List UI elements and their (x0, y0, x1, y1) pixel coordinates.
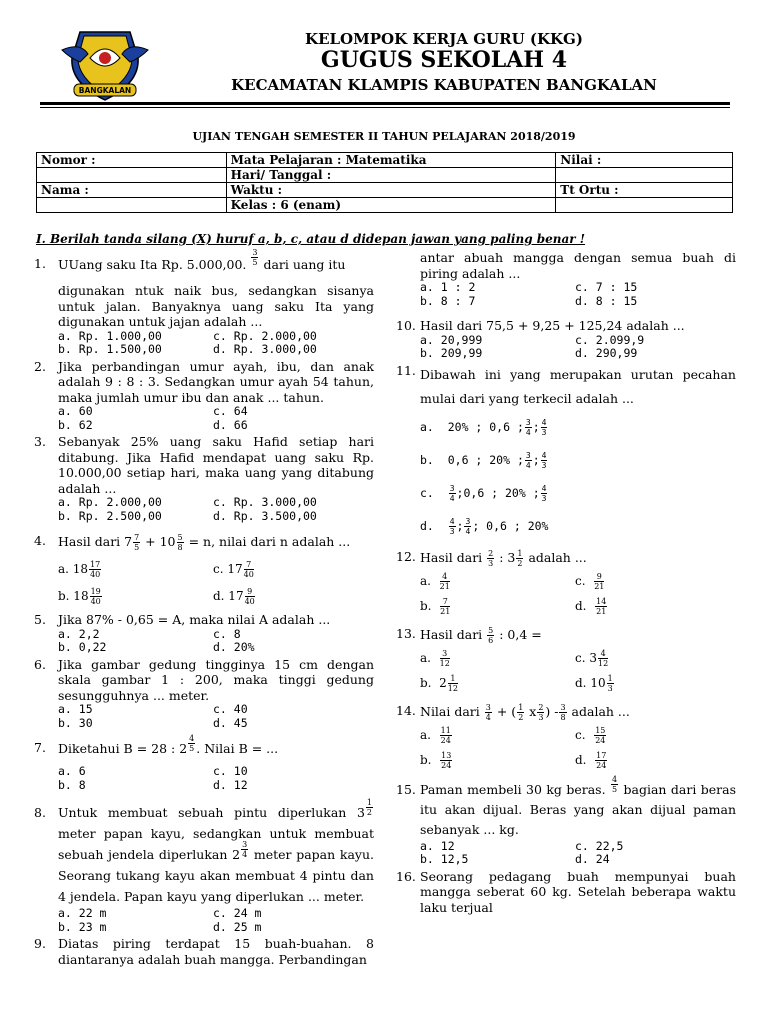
option-a[interactable]: a. 18 $\frac{17}{40}$ (58, 560, 101, 579)
question-8: 8. Untuk membuat sebuah pintu diperlukan 3 $\frac{1}{2}$ meter papan kayu, sedangkan untuk membuat sebuah jendela diperlukan 2 $\frac{3}{4}$ meter papan kayu. Seorang tukang kayu akan membuat 4 pintu dan 4 jendela. Papan kayu yang diperlukan ... meter. a. 22 m c. 24 m b. 23 m d. 25 m (34, 798, 374, 934)
option-b[interactable]: b. 2 $\frac{1}{12}$ (420, 673, 458, 693)
option-a[interactable]: a. 6 (58, 764, 86, 778)
option-d[interactable]: d. $\frac{17}{24}$ (575, 750, 607, 770)
question-10: 10. Hasil dari 75,5 + 9,25 + 125,24 adalah ... a. 20,999 c. 2.099,9 b. 209,99 d. 290,99 (396, 318, 736, 361)
option-b[interactable]: b. 0,22 (58, 640, 107, 654)
option-b[interactable]: b. 30 (58, 715, 93, 730)
ttortu-field[interactable]: Tt Ortu : (556, 183, 733, 198)
option-d[interactable]: d. 20% (213, 640, 255, 654)
option-d[interactable]: d. 24 (575, 852, 610, 866)
option-d[interactable]: d. 8 : 15 (575, 293, 638, 308)
question-12: 12. Hasil dari $\frac{2}{3}$ : 3 $\frac{1}{2}$ adalah ... a. $\frac{4}{21}$ c. $\frac{9}{21}$ b. $\frac{7}{21}$ d. $\frac{14}{21}$ (396, 549, 736, 616)
option-a[interactable]: a. 15 (58, 702, 93, 716)
instruction: I. Berilah tanda silang (X) huruf a, b, c, atau d didepan jawan yang paling benar ! (36, 232, 586, 246)
question-2: 2. Jika perbandingan umur ayah, ibu, dan anak adalah 9 : 8 : 3. Sedangkan umur ayah 54 tahun, maka jumlah umur ibu dan anak ... tahun. a. 60 c. 64 b. 62 d. 66 (34, 358, 374, 432)
option-b[interactable]: b. $\frac{7}{21}$ (420, 596, 451, 616)
option-c[interactable]: c. Rp. 2.000,00 (213, 328, 317, 343)
option-c[interactable]: c. $\frac{9}{21}$ (575, 571, 605, 591)
question-3: 3. Sebanyak 25% uang saku Hafid setiap hari ditabung. Jika Hafid mendapat uang saku Rp. 10.000,00 setiap hari, maka uang yang ditabung adalah ... a. Rp. 2.000,00 c. Rp. 3.000,00 b. Rp. 2.500,00 d. Rp. 3.500,00 (34, 434, 374, 523)
waktu-field[interactable]: Waktu : (226, 183, 556, 198)
option-a[interactable]: a. $\frac{11}{24}$ (420, 725, 451, 745)
question-16: 16. Seorang pedagang buah mempunyai buah mangga seberat 60 kg. Setelah beberapa waktu laku terjual (396, 868, 736, 915)
kelas-field: Kelas : 6 (enam) (226, 198, 556, 213)
option-b[interactable]: b. 0,6 ; 20% ; $\frac{3}{4}$ ; $\frac{4}{3}$ (420, 450, 547, 470)
question-15: 15. Paman membeli 30 kg beras. $\frac{4}{5}$ bagian dari beras itu akan dijual. Beras yang akan dijual paman sebanyak ... kg. a. 12 c. 22,5 b. 12,5 d. 24 (396, 774, 736, 866)
option-d[interactable]: d. 17 $\frac{9}{40}$ (213, 587, 255, 606)
question-4: 4. Hasil dari 7 $\frac{7}{5}$ + 10 $\frac{5}{8}$ = n, nilai dari n adalah ... a. 18 $\frac{17}{40}$ c. 17 $\frac{7}{40}$ b. 18 $\frac{19}{40}$ d. 17 $\frac{9}{40}$ (34, 533, 374, 606)
option-b[interactable]: b. 23 m (58, 919, 107, 934)
option-c[interactable]: c. 10 (213, 764, 248, 778)
option-a[interactable]: a. 1 : 2 (420, 280, 476, 294)
option-d[interactable]: d. 45 (213, 715, 248, 730)
mapel-field: Mata Pelajaran : Matematika (226, 153, 556, 168)
option-b[interactable]: b. 12,5 (420, 852, 469, 866)
option-d[interactable]: d. Rp. 3.000,00 (213, 342, 317, 356)
option-d[interactable]: d. 66 (213, 417, 248, 432)
option-a[interactable]: a. 60 (58, 404, 93, 418)
question-5: 5. Jika 87% - 0,65 = A, maka nilai A adalah ... a. 2,2 c. 8 b. 0,22 d. 20% (34, 612, 374, 655)
question-7: 7. Diketahui B = 28 : 2 $\frac{4}{5}$ . Nilai B = ... a. 6 c. 10 b. 8 d. 12 (34, 740, 374, 792)
option-d[interactable]: d. Rp. 3.500,00 (213, 508, 317, 523)
option-b[interactable]: b. Rp. 1.500,00 (58, 342, 162, 356)
question-1: 1. UUang saku Ita Rp. 5.000,00. $\frac{3}{5}$ dari uang itu digunakan ntuk naik bus, sedangkan sisanya untuk jalan. Banyaknya uang saku Ita yang digunakan untuk jajan adalah ... a. Rp. 1.000,00 c. Rp. 2.000,00 b. Rp. 1.500,00 d. Rp. 3.000,00 (34, 248, 374, 356)
header-kecamatan: KECAMATAN KLAMPIS KABUPATEN BANGKALAN (231, 76, 657, 94)
option-d[interactable]: d. 10 $\frac{1}{3}$ (575, 673, 613, 693)
option-b[interactable]: b. Rp. 2.500,00 (58, 508, 162, 523)
question-9: 9. Diatas piring terdapat 15 buah-buahan. 8 diantaranya adalah buah mangga. Perbandingan (34, 936, 374, 967)
option-a[interactable]: a. 12 (420, 838, 455, 853)
option-b[interactable]: b. 8 : 7 (420, 293, 476, 308)
option-b[interactable]: b. $\frac{13}{24}$ (420, 750, 452, 770)
option-b[interactable]: b. 62 (58, 417, 93, 432)
nomor-field[interactable]: Nomor : (37, 153, 227, 168)
option-c[interactable]: c. $\frac{3}{4}$ ;0,6 ; 20% ; $\frac{4}{3}$ (420, 483, 547, 503)
question-14: 14. Nilai dari $\frac{3}{4}$ + ( $\frac{1}{2}$ x $\frac{2}{3}$ ) - $\frac{3}{8}$ adalah ... a. $\frac{11}{24}$ c. $\frac{15}{24}$ b. $\frac{13}{24}$ d. $\frac{17}{24}$ (396, 703, 736, 770)
option-b[interactable]: b. 209,99 (420, 346, 483, 360)
question-13: 13. Hasil dari $\frac{5}{6}$ : 0,4 = a. $\frac{3}{12}$ c. 3 $\frac{4}{12}$ b. 2 $\frac{1}{12}$ d. 10 $\frac{1}{3}$ (396, 626, 736, 693)
option-c[interactable]: c. 40 (213, 702, 248, 716)
option-c[interactable]: c. 7 : 15 (575, 280, 638, 294)
question-6: 6. Jika gambar gedung tingginya 15 cm dengan skala gambar 1 : 200, maka tinggi gedung sesungguhnya ... meter. a. 15 c. 40 b. 30 d. 45 (34, 656, 374, 730)
option-a[interactable]: a. $\frac{4}{21}$ (420, 571, 450, 591)
student-info-table (36, 152, 733, 213)
option-a[interactable]: a. 20,999 (420, 332, 483, 347)
question-9-continued: antar abuah mangga dengan semua buah di piring adalah ... a. 1 : 2 c. 7 : 15 b. 8 : 7 d. 8 : 15 (420, 250, 736, 308)
option-d[interactable]: d. 12 (213, 777, 248, 792)
exam-title: UJIAN TENGAH SEMESTER II TAHUN PELAJARAN 2018/2019 (192, 130, 576, 143)
option-a[interactable]: a. Rp. 1.000,00 (58, 328, 162, 343)
option-a[interactable]: a. 2,2 (58, 626, 100, 641)
header-kkg: KELOMPOK KERJA GURU (KKG) (305, 30, 583, 48)
option-c[interactable]: c. 22,5 (575, 838, 624, 853)
option-c[interactable]: c. 24 m (213, 906, 262, 920)
option-a[interactable]: a. 20% ; 0,6 ; $\frac{3}{4}$ ; $\frac{4}{3}$ (420, 417, 547, 437)
option-c[interactable]: c. 2.099,9 (575, 332, 645, 347)
logo-text: BANGKALAN (78, 86, 132, 95)
option-a[interactable]: a. 22 m (58, 906, 107, 920)
option-a[interactable]: a. $\frac{3}{12}$ (420, 648, 450, 668)
option-d[interactable]: d. $\frac{4}{3}$ ; $\frac{3}{4}$ ; 0,6 ; 20% (420, 516, 549, 536)
option-c[interactable]: c. 64 (213, 404, 248, 418)
question-11: 11. Dibawah ini yang merupakan urutan pecahan mulai dari yang terkecil adalah ... a. 20% ; 0,6 ; $\frac{3}{4}$ ; $\frac{4}{3}$ b. 0,6 ; 20% ; $\frac{3}{4}$ ; $\frac{4}{3}$ c. $\frac{3}{4}$ ;0,6 ; 20% ; $\frac{4}{3}$ d. $\frac{4}{3}$ ; $\frac{3}{4}$ ; 0,6 ; 20% (396, 363, 736, 543)
header-gugus: GUGUS SEKOLAH 4 (320, 47, 568, 73)
option-c[interactable]: c. 8 (213, 626, 241, 641)
header-rule-thick (40, 102, 730, 105)
right-column (396, 250, 736, 917)
nilai-field[interactable]: Nilai : (556, 153, 733, 168)
option-c[interactable]: c. 3 $\frac{4}{12}$ (575, 648, 609, 668)
option-c[interactable]: c. 17 $\frac{7}{40}$ (213, 560, 254, 579)
option-c[interactable]: c. $\frac{15}{24}$ (575, 725, 606, 745)
nama-field[interactable]: Nama : (37, 183, 227, 198)
option-b[interactable]: b. 18 $\frac{19}{40}$ (58, 587, 101, 606)
option-a[interactable]: a. Rp. 2.000,00 (58, 495, 162, 509)
left-column (34, 250, 374, 969)
option-b[interactable]: b. 8 (58, 777, 86, 792)
option-d[interactable]: d. 290,99 (575, 346, 638, 360)
header-rule-thin (40, 107, 730, 108)
option-c[interactable]: c. Rp. 3.000,00 (213, 495, 317, 509)
option-d[interactable]: d. $\frac{14}{21}$ (575, 596, 607, 616)
option-d[interactable]: d. 25 m (213, 919, 262, 934)
hari-field[interactable]: Hari/ Tanggal : (226, 168, 556, 183)
